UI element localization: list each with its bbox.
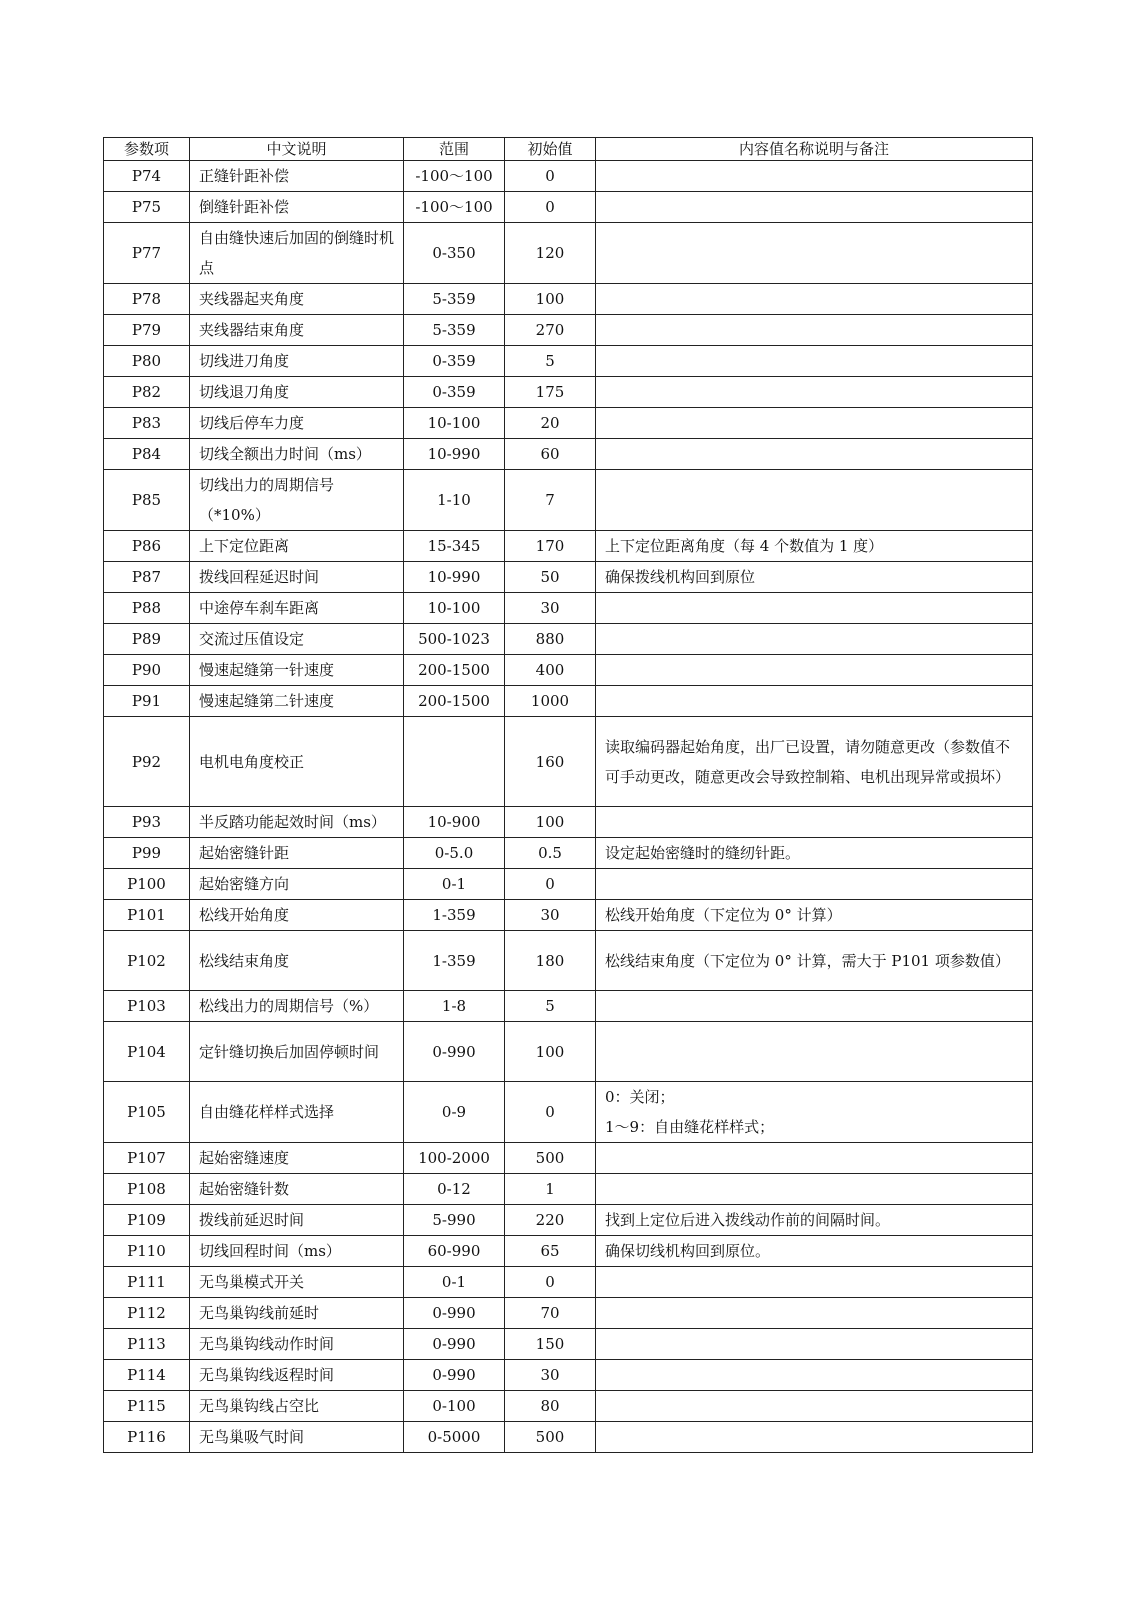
initial-value-cell: 1 [505, 1174, 596, 1205]
table-row [104, 1082, 1033, 1143]
note-cell [596, 1422, 1033, 1453]
range-cell: 60-990 [404, 1236, 505, 1267]
note-cell [596, 1360, 1033, 1391]
initial-value-cell: 30 [505, 593, 596, 624]
range-cell: 1-359 [404, 900, 505, 931]
note-cell [596, 593, 1033, 624]
note-cell [596, 1298, 1033, 1329]
initial-value-cell: 0 [505, 1267, 596, 1298]
description-cell: 电机电角度校正 [190, 717, 404, 807]
note-cell [596, 1174, 1033, 1205]
range-cell: 200-1500 [404, 655, 505, 686]
description-cell: 倒缝针距补偿 [190, 192, 404, 223]
table-row [104, 1236, 1033, 1267]
param-cell: P82 [104, 377, 190, 408]
description-cell: 切线退刀角度 [190, 377, 404, 408]
table-row [104, 470, 1033, 531]
description-cell: 起始密缝方向 [190, 869, 404, 900]
note-cell [596, 686, 1033, 717]
note-cell: 读取编码器起始角度，出厂已设置，请勿随意更改（参数值不可手动更改，随意更改会导致控制箱、电机出现异常或损坏） [596, 717, 1033, 807]
range-cell: 0-5.0 [404, 838, 505, 869]
table-row [104, 1267, 1033, 1298]
range-cell: 0-990 [404, 1360, 505, 1391]
table-row [104, 686, 1033, 717]
range-cell: 1-8 [404, 991, 505, 1022]
note-cell [596, 161, 1033, 192]
param-cell: P110 [104, 1236, 190, 1267]
range-cell [404, 717, 505, 807]
range-cell: 10-990 [404, 562, 505, 593]
table-row [104, 1205, 1033, 1236]
header-range: 范围 [404, 138, 505, 161]
description-cell: 松线开始角度 [190, 900, 404, 931]
table-row [104, 655, 1033, 686]
param-cell: P86 [104, 531, 190, 562]
note-cell [596, 1022, 1033, 1082]
initial-value-cell: 100 [505, 807, 596, 838]
note-cell [596, 315, 1033, 346]
param-cell: P87 [104, 562, 190, 593]
param-cell: P108 [104, 1174, 190, 1205]
table-row [104, 315, 1033, 346]
header-notes: 内容值名称说明与备注 [596, 138, 1033, 161]
param-cell: P107 [104, 1143, 190, 1174]
param-cell: P99 [104, 838, 190, 869]
range-cell: -100～100 [404, 192, 505, 223]
range-cell: 0-990 [404, 1022, 505, 1082]
note-cell [596, 869, 1033, 900]
table-row [104, 1422, 1033, 1453]
header-description: 中文说明 [190, 138, 404, 161]
note-cell: 设定起始密缝时的缝纫针距。 [596, 838, 1033, 869]
range-cell: 15-345 [404, 531, 505, 562]
param-cell: P109 [104, 1205, 190, 1236]
note-cell: 确保切线机构回到原位。 [596, 1236, 1033, 1267]
initial-value-cell: 100 [505, 284, 596, 315]
parameter-table [103, 137, 1033, 1453]
param-cell: P90 [104, 655, 190, 686]
note-cell [596, 223, 1033, 284]
param-cell: P80 [104, 346, 190, 377]
note-cell [596, 1143, 1033, 1174]
range-cell: 10-990 [404, 439, 505, 470]
table-row [104, 593, 1033, 624]
initial-value-cell: 5 [505, 346, 596, 377]
param-cell: P75 [104, 192, 190, 223]
table-row [104, 223, 1033, 284]
range-cell: 0-359 [404, 377, 505, 408]
table-row [104, 807, 1033, 838]
description-cell: 切线后停车力度 [190, 408, 404, 439]
description-cell: 半反踏功能起效时间（ms） [190, 807, 404, 838]
note-cell: 松线结束角度（下定位为 0° 计算，需大于 P101 项参数值） [596, 931, 1033, 991]
table-row [104, 439, 1033, 470]
description-cell: 夹线器起夹角度 [190, 284, 404, 315]
range-cell: 10-900 [404, 807, 505, 838]
range-cell: 0-359 [404, 346, 505, 377]
range-cell: 0-1 [404, 869, 505, 900]
param-cell: P115 [104, 1391, 190, 1422]
table-row [104, 161, 1033, 192]
table-row [104, 1360, 1033, 1391]
range-cell: 0-1 [404, 1267, 505, 1298]
note-cell [596, 408, 1033, 439]
table-row [104, 1143, 1033, 1174]
table-row [104, 531, 1033, 562]
note-cell [596, 346, 1033, 377]
param-cell: P78 [104, 284, 190, 315]
range-cell: 0-9 [404, 1082, 505, 1143]
header-initial-value: 初始值 [505, 138, 596, 161]
initial-value-cell: 30 [505, 1360, 596, 1391]
initial-value-cell: 7 [505, 470, 596, 531]
description-cell: 慢速起缝第二针速度 [190, 686, 404, 717]
table-row [104, 900, 1033, 931]
initial-value-cell: 150 [505, 1329, 596, 1360]
initial-value-cell: 30 [505, 900, 596, 931]
initial-value-cell: 0 [505, 192, 596, 223]
param-cell: P85 [104, 470, 190, 531]
range-cell: 0-990 [404, 1329, 505, 1360]
param-cell: P77 [104, 223, 190, 284]
range-cell: 10-100 [404, 593, 505, 624]
table-row [104, 562, 1033, 593]
table-row [104, 192, 1033, 223]
range-cell: 100-2000 [404, 1143, 505, 1174]
description-cell: 定针缝切换后加固停顿时间 [190, 1022, 404, 1082]
description-cell: 起始密缝速度 [190, 1143, 404, 1174]
table-row [104, 377, 1033, 408]
description-cell: 松线出力的周期信号（%） [190, 991, 404, 1022]
param-cell: P89 [104, 624, 190, 655]
param-cell: P91 [104, 686, 190, 717]
description-cell: 交流过压值设定 [190, 624, 404, 655]
param-cell: P79 [104, 315, 190, 346]
range-cell: 0-990 [404, 1298, 505, 1329]
range-cell: 500-1023 [404, 624, 505, 655]
initial-value-cell: 100 [505, 1022, 596, 1082]
param-cell: P112 [104, 1298, 190, 1329]
initial-value-cell: 160 [505, 717, 596, 807]
note-cell [596, 1391, 1033, 1422]
initial-value-cell: 60 [505, 439, 596, 470]
note-cell [596, 1267, 1033, 1298]
description-cell: 切线回程时间（ms） [190, 1236, 404, 1267]
table-row [104, 284, 1033, 315]
range-cell: 5-359 [404, 315, 505, 346]
note-cell [596, 439, 1033, 470]
note-cell [596, 807, 1033, 838]
initial-value-cell: 220 [505, 1205, 596, 1236]
table-row [104, 624, 1033, 655]
initial-value-cell: 65 [505, 1236, 596, 1267]
initial-value-cell: 5 [505, 991, 596, 1022]
initial-value-cell: 500 [505, 1143, 596, 1174]
initial-value-cell: 270 [505, 315, 596, 346]
initial-value-cell: 0 [505, 161, 596, 192]
note-cell: 确保拨线机构回到原位 [596, 562, 1033, 593]
table-row [104, 1174, 1033, 1205]
table-row [104, 931, 1033, 991]
param-cell: P84 [104, 439, 190, 470]
param-cell: P101 [104, 900, 190, 931]
description-cell: 慢速起缝第一针速度 [190, 655, 404, 686]
range-cell: 200-1500 [404, 686, 505, 717]
initial-value-cell: 880 [505, 624, 596, 655]
initial-value-cell: 400 [505, 655, 596, 686]
initial-value-cell: 180 [505, 931, 596, 991]
param-cell: P116 [104, 1422, 190, 1453]
note-cell: 找到上定位后进入拨线动作前的间隔时间。 [596, 1205, 1033, 1236]
header-param: 参数项 [104, 138, 190, 161]
param-cell: P100 [104, 869, 190, 900]
description-cell: 夹线器结束角度 [190, 315, 404, 346]
note-cell [596, 192, 1033, 223]
table-row [104, 408, 1033, 439]
initial-value-cell: 1000 [505, 686, 596, 717]
range-cell: 5-990 [404, 1205, 505, 1236]
note-cell: 松线开始角度（下定位为 0° 计算） [596, 900, 1033, 931]
description-cell: 无鸟巢吸气时间 [190, 1422, 404, 1453]
note-cell [596, 624, 1033, 655]
initial-value-cell: 0.5 [505, 838, 596, 869]
initial-value-cell: 500 [505, 1422, 596, 1453]
range-cell: 0-100 [404, 1391, 505, 1422]
param-cell: P74 [104, 161, 190, 192]
table-row [104, 991, 1033, 1022]
initial-value-cell: 120 [505, 223, 596, 284]
description-cell: 切线出力的周期信号（*10%） [190, 470, 404, 531]
table-row [104, 1298, 1033, 1329]
description-cell: 起始密缝针距 [190, 838, 404, 869]
header-row [104, 138, 1033, 161]
param-cell: P83 [104, 408, 190, 439]
initial-value-cell: 70 [505, 1298, 596, 1329]
range-cell: -100～100 [404, 161, 505, 192]
description-cell: 起始密缝针数 [190, 1174, 404, 1205]
param-cell: P102 [104, 931, 190, 991]
description-cell: 无鸟巢模式开关 [190, 1267, 404, 1298]
table-row [104, 717, 1033, 807]
range-cell: 1-10 [404, 470, 505, 531]
param-cell: P111 [104, 1267, 190, 1298]
note-cell [596, 655, 1033, 686]
description-cell: 上下定位距离 [190, 531, 404, 562]
table-row [104, 838, 1033, 869]
note-cell [596, 1329, 1033, 1360]
table-row [104, 1329, 1033, 1360]
table-row [104, 346, 1033, 377]
description-cell: 无鸟巢钩线占空比 [190, 1391, 404, 1422]
note-cell [596, 470, 1033, 531]
param-cell: P92 [104, 717, 190, 807]
note-cell: 0：关闭； 1～9：自由缝花样样式； [596, 1082, 1033, 1143]
range-cell: 1-359 [404, 931, 505, 991]
table-row [104, 1391, 1033, 1422]
initial-value-cell: 50 [505, 562, 596, 593]
range-cell: 5-359 [404, 284, 505, 315]
param-cell: P114 [104, 1360, 190, 1391]
description-cell: 拨线前延迟时间 [190, 1205, 404, 1236]
initial-value-cell: 0 [505, 1082, 596, 1143]
description-cell: 切线全额出力时间（ms） [190, 439, 404, 470]
initial-value-cell: 0 [505, 869, 596, 900]
description-cell: 正缝针距补偿 [190, 161, 404, 192]
initial-value-cell: 20 [505, 408, 596, 439]
param-cell: P88 [104, 593, 190, 624]
description-cell: 拨线回程延迟时间 [190, 562, 404, 593]
initial-value-cell: 80 [505, 1391, 596, 1422]
description-cell: 自由缝花样样式选择 [190, 1082, 404, 1143]
initial-value-cell: 175 [505, 377, 596, 408]
table-row [104, 1022, 1033, 1082]
description-cell: 自由缝快速后加固的倒缝时机点 [190, 223, 404, 284]
param-cell: P103 [104, 991, 190, 1022]
range-cell: 0-5000 [404, 1422, 505, 1453]
description-cell: 无鸟巢钩线前延时 [190, 1298, 404, 1329]
description-cell: 松线结束角度 [190, 931, 404, 991]
note-cell [596, 377, 1033, 408]
description-cell: 切线进刀角度 [190, 346, 404, 377]
initial-value-cell: 170 [505, 531, 596, 562]
param-cell: P93 [104, 807, 190, 838]
param-cell: P105 [104, 1082, 190, 1143]
table-row [104, 869, 1033, 900]
param-cell: P113 [104, 1329, 190, 1360]
range-cell: 10-100 [404, 408, 505, 439]
note-cell [596, 284, 1033, 315]
description-cell: 无鸟巢钩线返程时间 [190, 1360, 404, 1391]
description-cell: 无鸟巢钩线动作时间 [190, 1329, 404, 1360]
note-cell [596, 991, 1033, 1022]
note-cell: 上下定位距离角度（每 4 个数值为 1 度） [596, 531, 1033, 562]
description-cell: 中途停车刹车距离 [190, 593, 404, 624]
param-cell: P104 [104, 1022, 190, 1082]
range-cell: 0-350 [404, 223, 505, 284]
range-cell: 0-12 [404, 1174, 505, 1205]
